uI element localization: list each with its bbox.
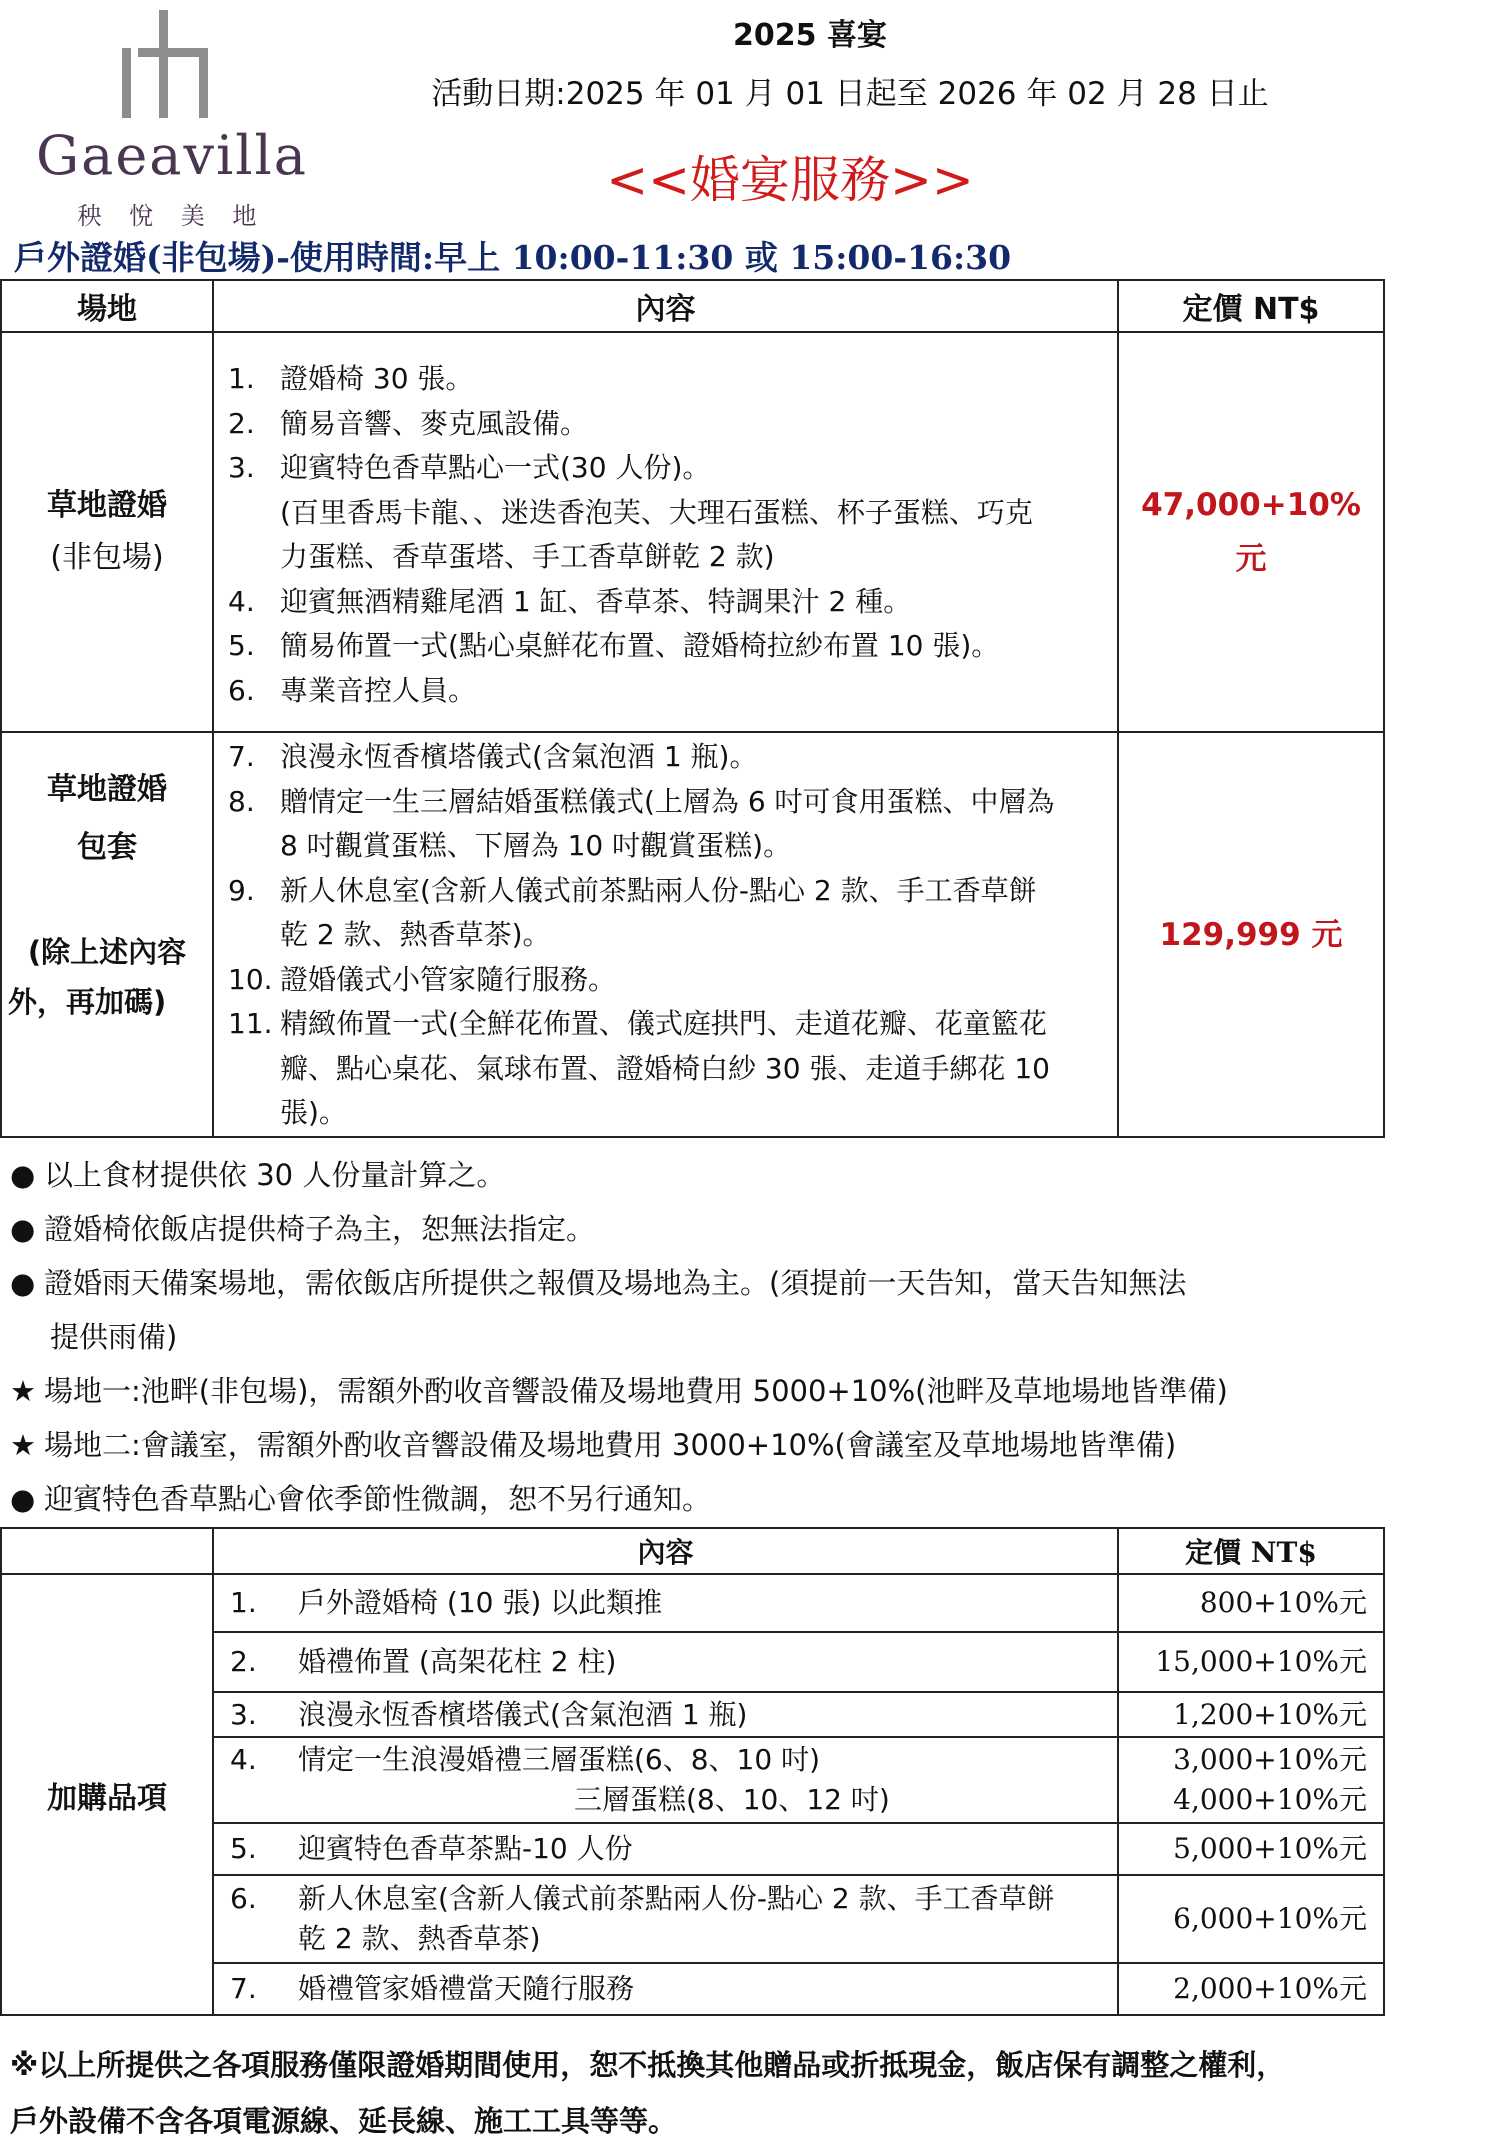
list-item-text: 張)。 <box>280 1096 347 1129</box>
item-list <box>214 735 1117 1136</box>
content-cell <box>213 332 1118 732</box>
list-item-number: 1. <box>228 362 255 395</box>
list-item-text: 精緻佈置一式(全鮮花佈置、儀式庭拱門、走道花瓣、花童籃花 <box>280 1007 1047 1040</box>
venue-note: 外，再加碼) <box>8 985 167 1019</box>
addon-item-variant: 三層蛋糕(8、10、12 吋) <box>574 1783 890 1816</box>
note-item-continued: 提供雨備) <box>50 1320 178 1354</box>
addon-item: 7. 婚禮管家婚禮當天隨行服務 <box>213 1963 1118 2015</box>
list-item-number: 11. <box>228 1007 273 1040</box>
list-item-text: 專業音控人員。 <box>280 673 477 707</box>
list-item <box>214 958 1117 1003</box>
document-heading: <<婚宴服務>> <box>606 151 974 209</box>
list-item-number: 5. <box>228 629 255 662</box>
addon-price: 15,000+10%元 <box>1118 1632 1384 1692</box>
addon-price: 6,000+10%元 <box>1118 1875 1384 1963</box>
list-item <box>214 780 1117 869</box>
brand-name: Gaeavilla <box>36 124 308 187</box>
list-item-text: 簡易佈置一式(點心桌鮮花布置、證婚椅拉紗布置 10 張)。 <box>280 629 1000 662</box>
addon-price: 3,000+10%元 4,000+10%元 <box>1118 1737 1384 1823</box>
addon-item: 3. 浪漫永恆香檳塔儀式(含氣泡酒 1 瓶) <box>213 1692 1118 1737</box>
price-value: 129,999 元 <box>1159 916 1343 953</box>
list-item-text: 迎賓無酒精雞尾酒 1 缸、香草茶、特調果汁 2 種。 <box>280 584 912 618</box>
venue-cell <box>1 732 213 1137</box>
column-header-empty <box>1 1528 213 1574</box>
footer-line: 戶外設備不含各項電源線、延長線、施工工具等等。 <box>10 2104 678 2138</box>
addon-item: 2. 婚禮佈置 (高架花柱 2 柱) <box>213 1632 1118 1692</box>
addon-item: 6. 新人休息室(含新人儀式前茶點兩人份-點心 2 款、手工香草餅 乾 2 款、熱香草茶) <box>213 1875 1118 1963</box>
addon-item: 5. 迎賓特色香草茶點-10 人份 <box>213 1823 1118 1875</box>
footer-line: ※以上所提供之各項服務僅限證婚期間使用，恕不抵換其他贈品或折抵現金，飯店保有調整之權利， <box>10 2048 1286 2082</box>
list-item-text: 瓣、點心桌花、氣球布置、證婚椅白紗 30 張、走道手綁花 10 <box>280 1051 1050 1085</box>
list-item <box>214 669 1117 714</box>
list-item <box>214 402 1117 447</box>
addon-price: 1,200+10%元 <box>1118 1692 1384 1737</box>
addon-items-table <box>0 1527 1385 2016</box>
column-header-price: 定價 NT$ <box>1118 1528 1384 1574</box>
addon-price: 800+10%元 <box>1118 1574 1384 1632</box>
table-header-row <box>1 1528 1384 1574</box>
list-item-text: 迎賓特色香草點心一式(30 人份)。 <box>280 451 711 484</box>
venue-name: 草地證婚 <box>47 772 167 807</box>
addon-price: 2,000+10%元 <box>1118 1963 1384 2015</box>
venue-note: (除上述內容 <box>27 935 187 969</box>
list-item-number: 4. <box>228 584 255 618</box>
list-item-number: 9. <box>228 873 255 907</box>
note-item: ● 迎賓特色香草點心會依季節性微調，恕不另行通知。 <box>10 1482 712 1516</box>
list-item-number: 8. <box>228 784 255 818</box>
note-item: ● 證婚椅依飯店提供椅子為主，恕無法指定。 <box>10 1212 596 1246</box>
venue-name: 草地證婚 <box>47 488 167 523</box>
table-header-row <box>1 280 1384 332</box>
list-item-text: (百里香馬卡龍、、迷迭香泡芙、大理石蛋糕、杯子蛋糕、巧克 <box>280 495 1033 529</box>
item-list <box>214 357 1117 713</box>
list-item <box>214 357 1117 402</box>
list-item-text: 力蛋糕、香草蛋塔、手工香草餅乾 2 款) <box>280 540 775 573</box>
list-item-number: 6. <box>228 673 255 707</box>
list-item <box>214 624 1117 669</box>
document-title: 2025 喜宴 <box>733 18 887 53</box>
price-cell <box>1118 332 1384 732</box>
table-row <box>1 332 1384 732</box>
ceremony-package-table <box>0 279 1385 1138</box>
list-item <box>214 1002 1117 1136</box>
venue-package: 包套 <box>77 830 137 865</box>
brand-logo <box>22 6 322 230</box>
list-item-text: 證婚儀式小管家隨行服務。 <box>280 962 617 996</box>
list-item-text: 證婚椅 30 張。 <box>280 362 474 395</box>
column-header-content: 內容 <box>213 1528 1118 1574</box>
list-item <box>214 446 1117 580</box>
column-header-price: 定價 NT$ <box>1118 280 1384 332</box>
note-item: ● 以上食材提供依 30 人份量計算之。 <box>10 1158 506 1192</box>
venue-cell <box>1 332 213 732</box>
list-item <box>214 869 1117 958</box>
list-item-text: 乾 2 款、熱香草茶)。 <box>280 918 551 951</box>
list-item-text: 浪漫永恆香檳塔儀式(含氣泡酒 1 瓶)。 <box>280 740 758 773</box>
list-item-number: 2. <box>228 406 255 440</box>
brand-subtitle: 秧 悅 美 地 <box>77 202 267 230</box>
column-header-content: 內容 <box>213 280 1118 332</box>
price-unit: 元 <box>1235 541 1267 577</box>
list-item-text: 新人休息室(含新人儀式前茶點兩人份-點心 2 款、手工香草餅 <box>280 873 1037 907</box>
list-item <box>214 580 1117 625</box>
notes-list <box>10 1148 1480 1526</box>
column-header-venue: 場地 <box>1 280 213 332</box>
table-row <box>1 1574 1384 1632</box>
price-cell <box>1118 732 1384 1137</box>
list-item-text: 簡易音響、麥克風設備。 <box>280 406 589 440</box>
list-item-text: 贈情定一生三層結婚蛋糕儀式(上層為 6 吋可食用蛋糕、中層為 <box>280 784 1055 818</box>
addon-item: 1. 戶外證婚椅 (10 張) 以此類推 <box>213 1574 1118 1632</box>
price-value: 47,000+10% <box>1141 487 1361 523</box>
list-item-number: 3. <box>228 451 255 484</box>
footer-disclaimer <box>10 2037 1490 2149</box>
venue-note: (非包場) <box>50 540 164 575</box>
note-item: ● 證婚雨天備案場地，需依飯店所提供之報價及場地為主。(須提前一天告知，當天告知無法 <box>10 1266 1187 1300</box>
campaign-period: 活動日期:2025 年 01 月 01 日起至 2026 年 02 月 28 日止 <box>431 76 1269 112</box>
note-item: ★ 場地一:池畔(非包場)，需額外酌收音響設備及場地費用 5000+10%(池畔及草地場地皆準備) <box>10 1374 1228 1408</box>
list-item-number: 10. <box>228 962 273 996</box>
content-cell <box>213 732 1118 1137</box>
list-item <box>214 735 1117 780</box>
addon-price: 5,000+10%元 <box>1118 1823 1384 1875</box>
note-item: ★ 場地二:會議室，需額外酌收音響設備及場地費用 3000+10%(會議室及草地場地皆準備) <box>10 1428 1177 1462</box>
addon-category: 加購品項 <box>1 1574 213 2015</box>
table-row <box>1 732 1384 1137</box>
section-title: 戶外證婚(非包場)-使用時間:早上 10:00-11:30 或 15:00-16:30 <box>14 238 1012 277</box>
addon-item: 4. 情定一生浪漫婚禮三層蛋糕(6、8、10 吋) 三層蛋糕(8、10、12 吋) <box>213 1737 1118 1823</box>
list-item-number: 7. <box>228 740 255 773</box>
list-item-text: 8 吋觀賞蛋糕、下層為 10 吋觀賞蛋糕)。 <box>280 829 792 862</box>
logo-mark-icon <box>122 10 222 120</box>
